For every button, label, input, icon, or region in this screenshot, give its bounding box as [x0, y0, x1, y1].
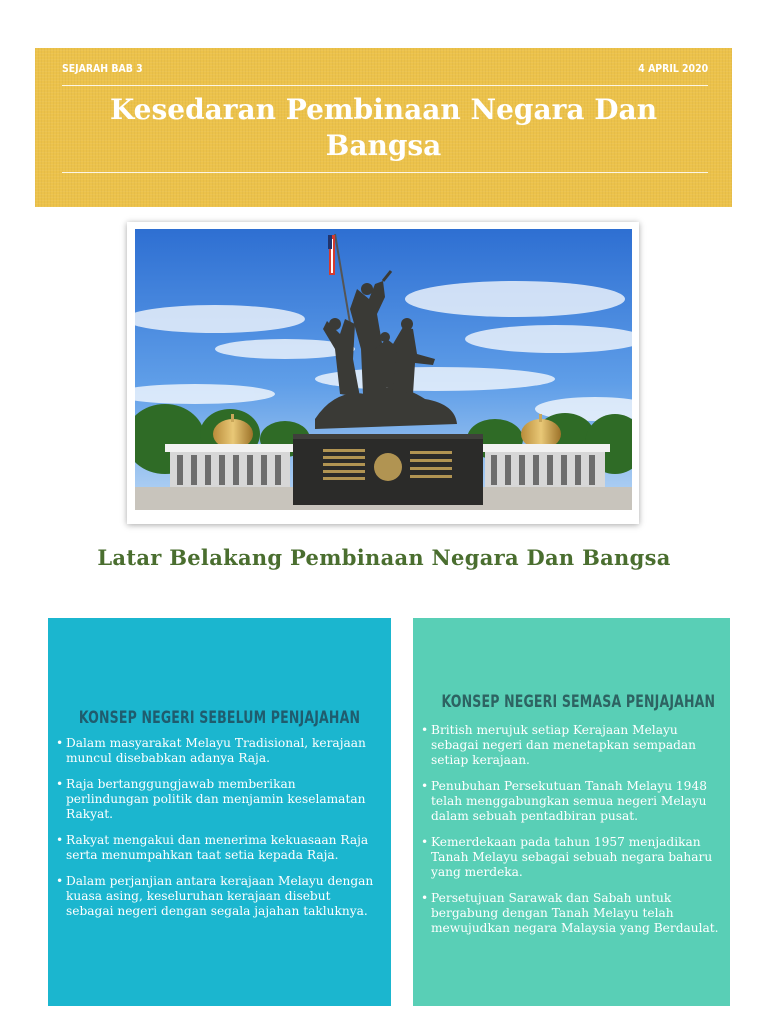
- chapter-label: SEJARAH BAB 3: [62, 62, 143, 75]
- header-banner: [35, 48, 732, 207]
- bullet-list-during: [421, 723, 726, 947]
- card-title-before: KONSEP NEGERI SEBELUM PENJAJAHAN: [78, 708, 361, 728]
- photo-frame: [127, 222, 639, 524]
- list-item: • British merujuk setiap Kerajaan Melayu sebagai negeri dan menetapkan sempadan setiap kerajaan.: [421, 723, 726, 768]
- bullet-list-before: [56, 736, 381, 930]
- list-item: • Penubuhan Persekutuan Tanah Melayu 1948 telah menggabungkan semua negeri Melayu dalam sebuah pentadbiran pusat.: [421, 779, 726, 824]
- page-title: Kesedaran Pembinaan Negara Dan Bangsa: [109, 93, 658, 162]
- section-heading: Latar Belakang Pembinaan Negara Dan Bangsa: [97, 545, 671, 570]
- national-monument-photo: [135, 229, 632, 510]
- card-during-colonisation: [413, 618, 730, 1006]
- list-item: • Rakyat mengakui dan menerima kekuasaan Raja serta menumpahkan taat setia kepada Raja.: [56, 833, 381, 863]
- list-item: • Dalam perjanjian antara kerajaan Melayu dengan kuasa asing, keseluruhan kerajaan disebut sebagai negeri dengan segala jajahan takluknya.: [56, 874, 381, 919]
- list-item: • Raja bertanggungjawab memberikan perlindungan politik dan menjamin keselamatan Rakyat.: [56, 777, 381, 822]
- card-title-during: KONSEP NEGERI SEMASA PENJAJAHAN: [441, 692, 716, 712]
- list-item: • Dalam masyarakat Melayu Tradisional, kerajaan muncul disebabkan adanya Raja.: [56, 736, 381, 766]
- list-item: • Kemerdekaan pada tahun 1957 menjadikan Tanah Melayu sebagai sebuah negara baharu yang merdeka.: [421, 835, 726, 880]
- header-rule-top: [62, 85, 708, 86]
- card-before-colonisation: [48, 618, 391, 1006]
- header-rule-bottom: [62, 172, 708, 173]
- date-label: 4 APRIL 2020: [638, 62, 708, 75]
- list-item: • Persetujuan Sarawak dan Sabah untuk bergabung dengan Tanah Melayu telah mewujudkan negara Malaysia yang Berdaulat.: [421, 891, 726, 936]
